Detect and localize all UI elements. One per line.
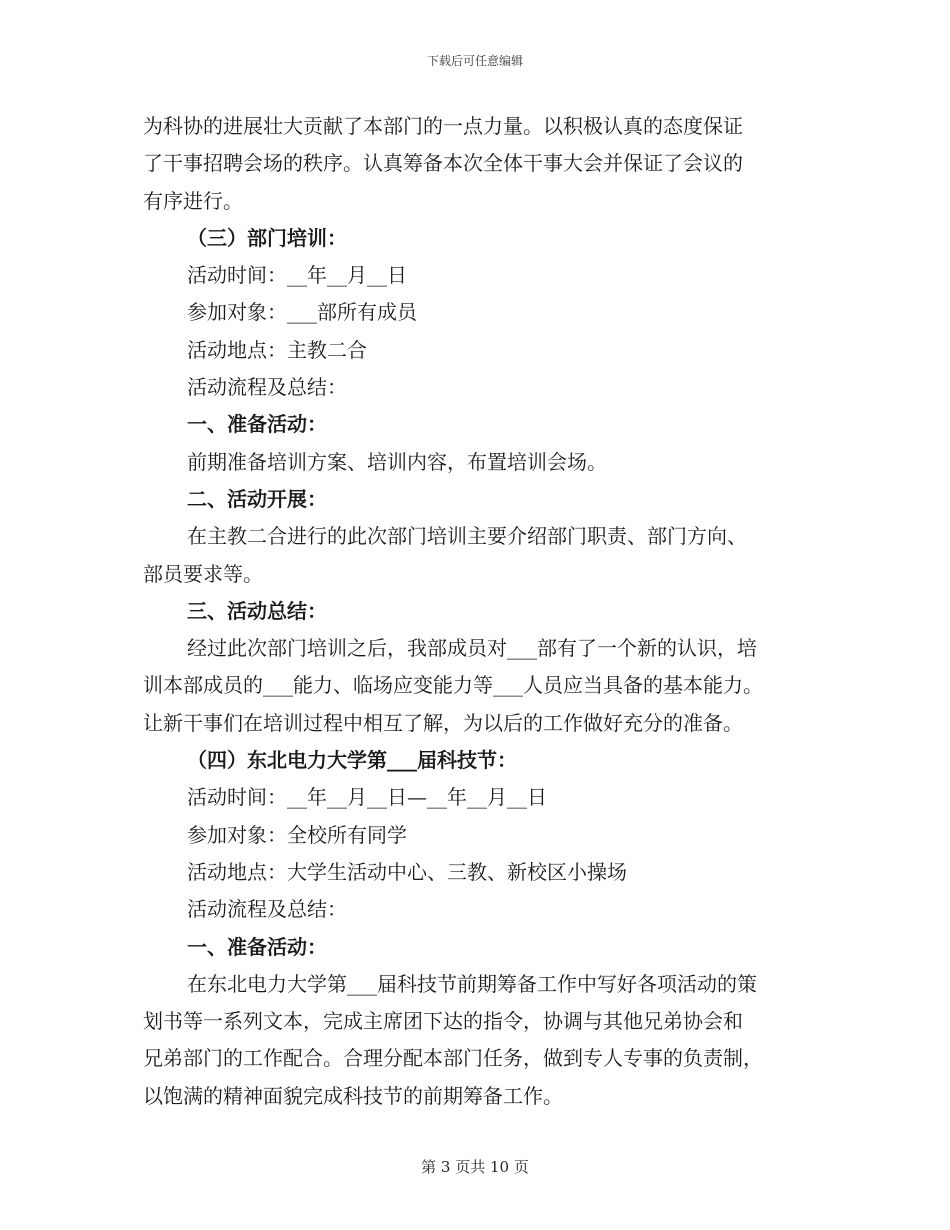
subheading-execution: 二、活动开展： xyxy=(187,486,327,511)
activity-time: 活动时间：__年__月__日 xyxy=(187,263,407,288)
paragraph-line: 划书等一系列文本，完成主席团下达的指令，协调与其他兄弟协会和 xyxy=(143,1009,743,1034)
section-heading-4: （四）东北电力大学第___届科技节： xyxy=(187,748,517,773)
subheading-summary: 三、活动总结： xyxy=(187,598,327,623)
paragraph-line: 为科协的进展壮大贡献了本部门的一点力量。以积极认真的态度保证 xyxy=(143,114,743,138)
paragraph-line: 训本部成员的___能力、临场应变能力等___人员应当具备的基本能力。 xyxy=(143,673,763,698)
activity-location: 活动地点：大学生活动中心、三教、新校区小操场 xyxy=(187,859,627,884)
paragraph-line: 以饱满的精神面貌完成科技节的前期筹备工作。 xyxy=(143,1083,563,1108)
paragraph-line: 兄弟部门的工作配合。合理分配本部门任务，做到专人专事的负责制， xyxy=(143,1046,763,1071)
page-header: 下载后可任意编辑 xyxy=(426,54,523,68)
paragraph-line: 部员要求等。 xyxy=(143,561,263,586)
subheading-preparation: 一、准备活动： xyxy=(187,412,327,437)
participants: 参加对象：___部所有成员 xyxy=(187,300,417,325)
paragraph-line: 了干事招聘会场的秩序。认真筹备本次全体干事大会并保证了会议的 xyxy=(143,151,743,176)
section-heading-3: （三）部门培训： xyxy=(187,225,347,250)
process-summary-label: 活动流程及总结： xyxy=(187,897,347,922)
paragraph-line: 在主教二合进行的此次部门培训主要介绍部门职责、部门方向、 xyxy=(187,524,747,549)
paragraph-line: 经过此次部门培训之后，我部成员对___部有了一个新的认识，培 xyxy=(187,636,757,661)
document-body xyxy=(143,108,811,1115)
paragraph-line: 前期准备培训方案、培训内容，布置培训会场。 xyxy=(187,449,607,474)
paragraph-line: 有序进行。 xyxy=(143,188,243,213)
process-summary-label: 活动流程及总结： xyxy=(187,375,347,400)
activity-location: 活动地点：主教二合 xyxy=(187,337,367,362)
paragraph-line: 让新干事们在培训过程中相互了解，为以后的工作做好充分的准备。 xyxy=(143,710,743,735)
paragraph-line: 在东北电力大学第___届科技节前期筹备工作中写好各项活动的策 xyxy=(187,971,757,996)
subheading-preparation: 一、准备活动： xyxy=(187,934,327,959)
participants: 参加对象：全校所有同学 xyxy=(187,822,407,847)
page-footer: 第 3 页共 10 页 xyxy=(421,1158,529,1176)
activity-time: 活动时间：__年__月__日—__年__月__日 xyxy=(187,785,547,810)
